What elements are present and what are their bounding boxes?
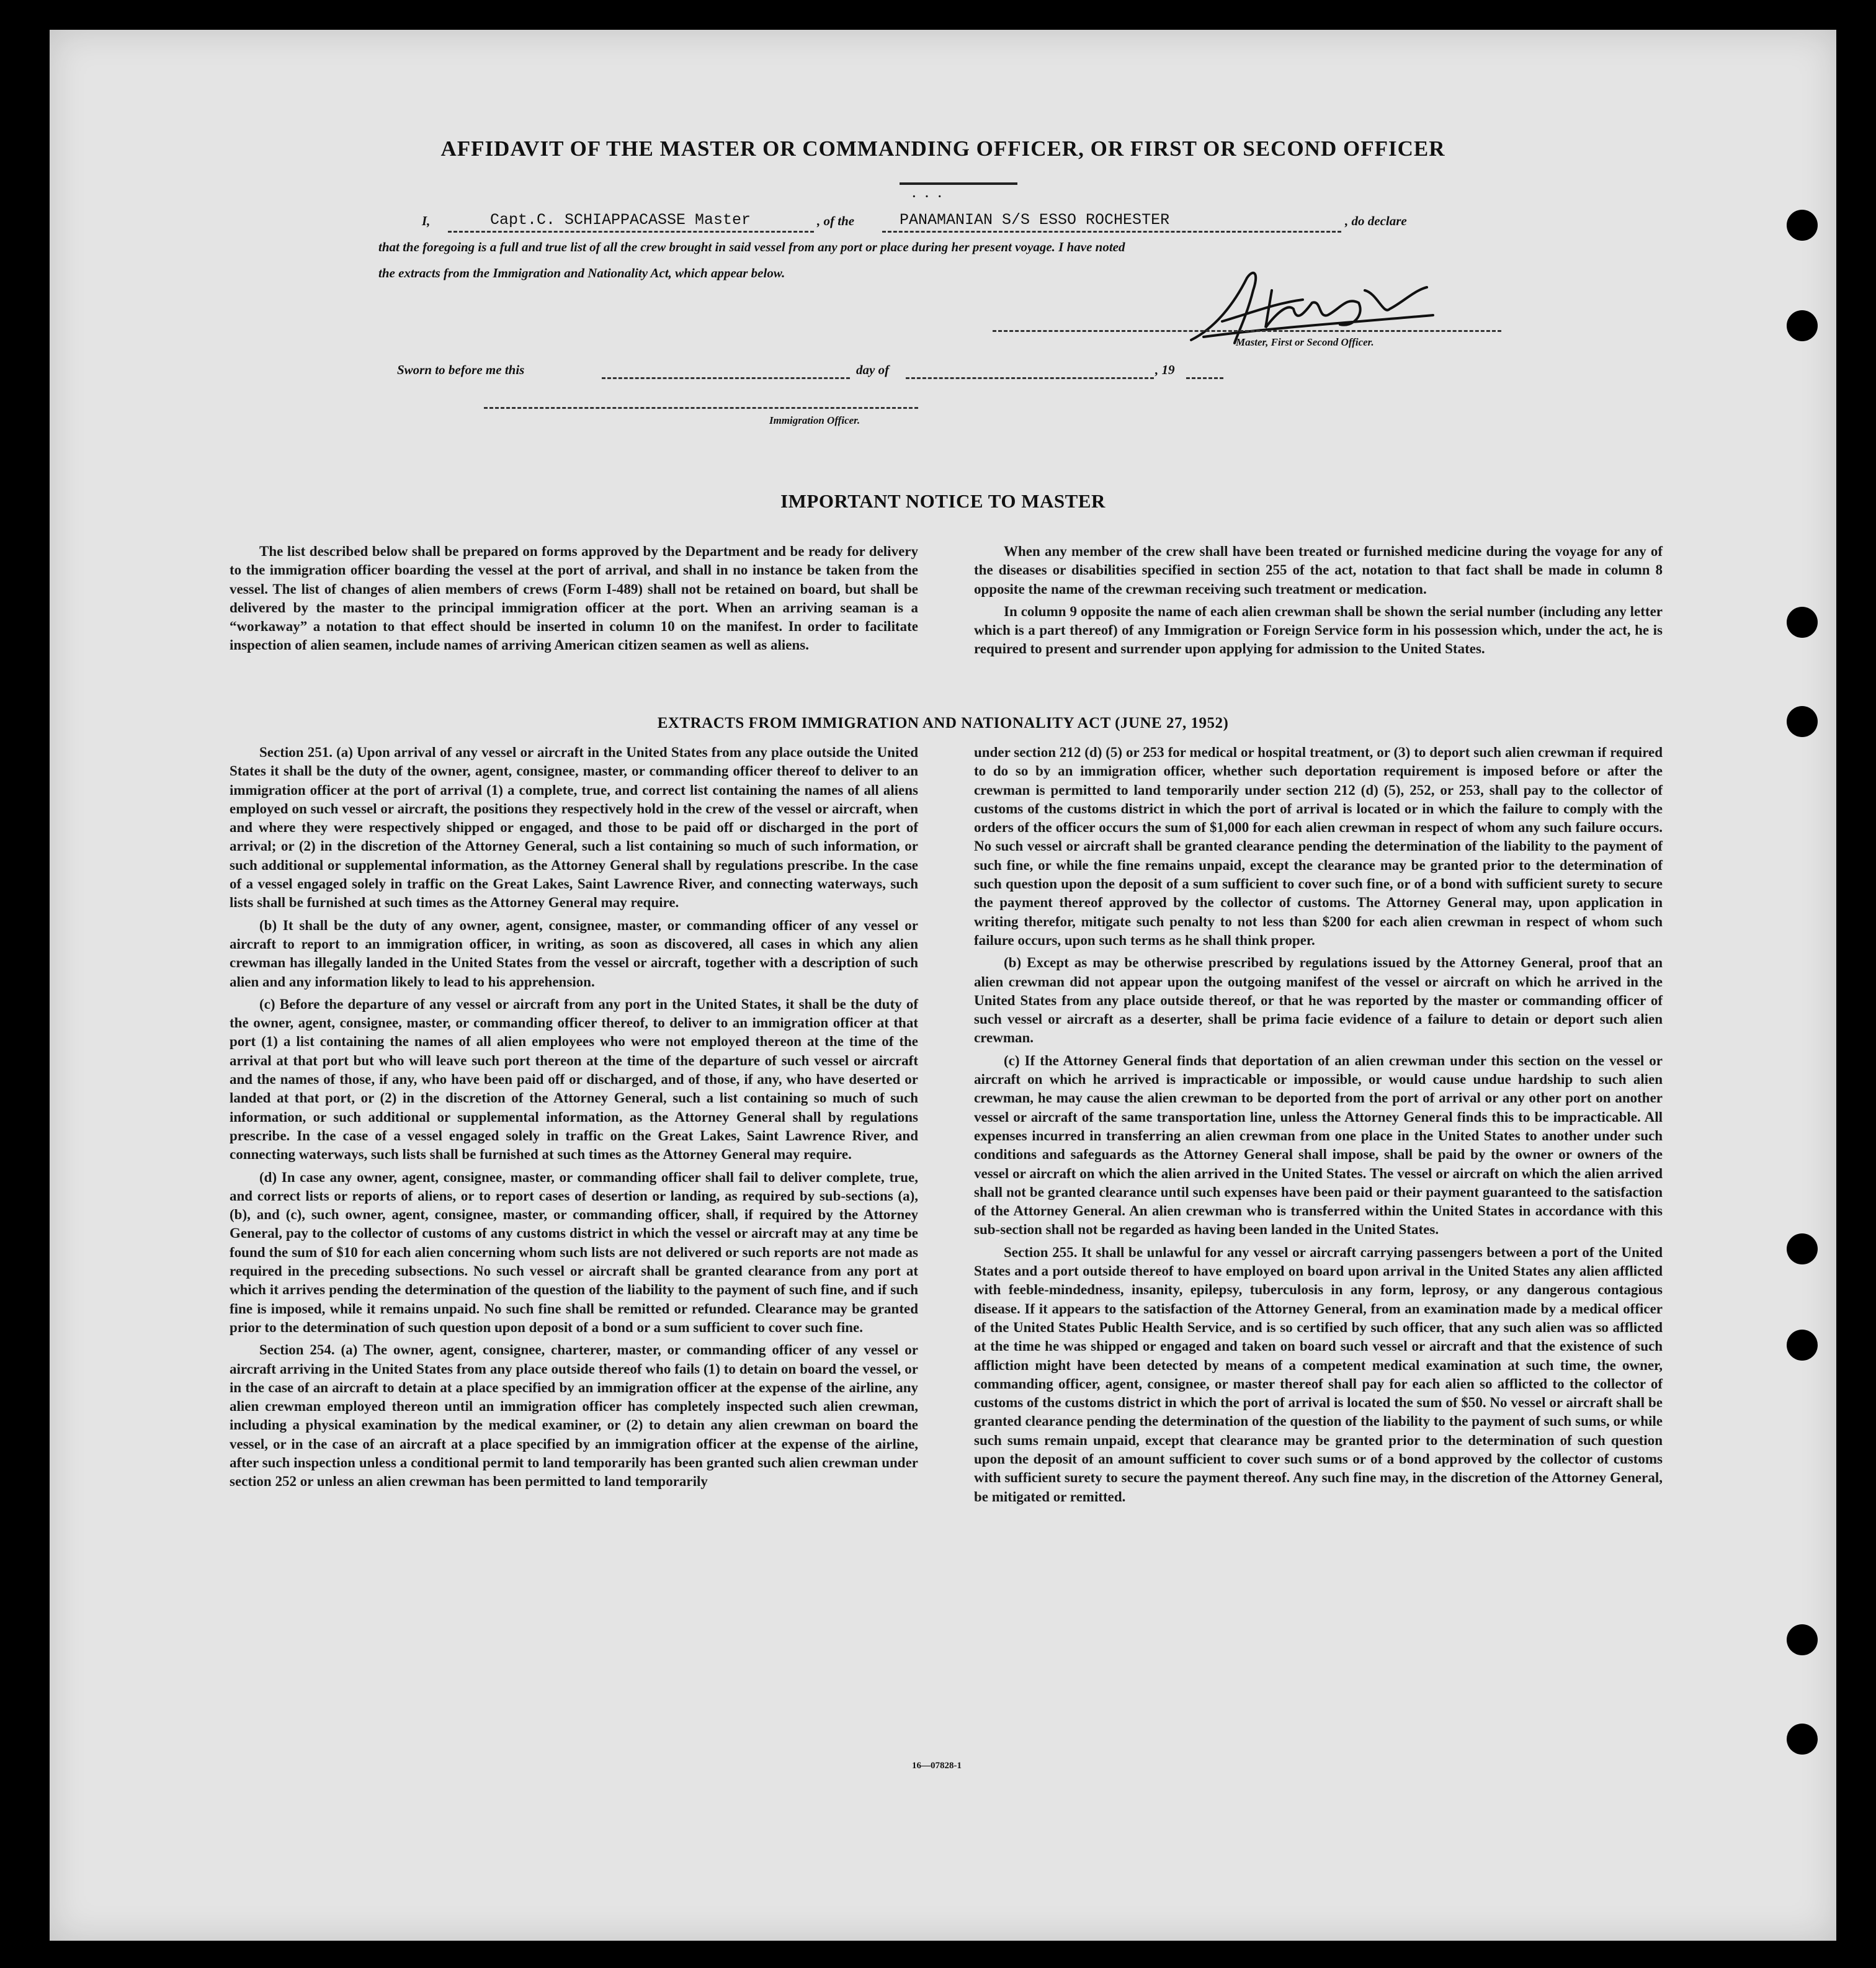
notice-left-column bbox=[230, 542, 918, 659]
section-251-d: (d) In case any owner, agent, consignee, master, or commanding officer shall fail to deliver complete, true, and correct lists or reports of aliens, or to report cases of desertion or landing, as required by sub-sections (a), (b), and (c), such owner, agent, consignee, master, or commanding officer, shall, if required by the Attorney General, pay to the collector of customs of any customs district in which the vessel or aircraft may at any time be found the sum of $10 for each alien concerning whom such lists are not delivered or such reports are not made as required in the preceding subsections. No such vessel or aircraft shall be granted clearance from any port at which it arrives pending the determination of the question of the liability to the payment of such fine, and if such fine is imposed, while it remains unpaid. No such fine shall be remitted or refunded. Clearance may be granted prior to the determination of such question upon deposit of a bond or a sum sufficient to cover such fine. bbox=[230, 1169, 918, 1335]
sworn-month-blank bbox=[906, 377, 1154, 379]
notice-title: IMPORTANT NOTICE TO MASTER bbox=[780, 490, 1106, 512]
punch-hole bbox=[1787, 1330, 1818, 1361]
master-name: Capt.C. SCHIAPPACASSE bbox=[490, 211, 686, 229]
section-255: Section 255. It shall be unlawful for any vessel or aircraft carrying passengers between a port of the United States and a port outside thereof to have employed on board upon arrival in the United States any alien afflicted with feeble-mindedness, insanity, epilepsy, tuberculosis in any form, leprosy, or any dangerous contagious disease. If it appears to the satisfaction of the Attorney General, from an examination made by a medical officer of the United States Public Health Service, and is so certified by such officer, that any such alien was so afflicted at the time he was shipped or engaged and taken on board such vessel or aircraft and that the existence of such affliction might have been detected by means of a competent medical examination at such time, the owner, commanding officer, agent, consignee, or master thereof shall pay for each alien so afflicted to the collector of customs of the customs district in which the port of arrival is located the sum of $50. No vessel or aircraft shall be granted clearance pending the determination of the question of the liability to the payment of such sums, or while such sums remain unpaid, except that clearance may be granted prior to the determination of such question upon the deposit of an amount sufficient to cover such sums or of a bond approved by the collector of customs with sufficient surety to secure the payment thereof. Any such fine may, in the discretion of the Attorney General, be mitigated or remitted. bbox=[974, 1244, 1663, 1505]
notice-right-paragraph-2: In column 9 opposite the name of each alien crewman shall be shown the serial number (including any letter which is a part thereof) of any Immigration or Foreign Service form in his possession which, under the act, he is required to present and surrender upon applying for admission to the United States. bbox=[974, 603, 1663, 657]
sworn-year-blank bbox=[1186, 377, 1223, 379]
extracts-right-column bbox=[974, 743, 1663, 1510]
of-the-label: , of the bbox=[817, 213, 855, 228]
section-251-a: Section 251. (a) Upon arrival of any vessel or aircraft in the United States from any place outside the United States it shall be the duty of the owner, agent, consignee, master, or commanding officer thereof to deliver to an immigration officer at the port of arrival (1) a complete, true, and correct list containing the names of all aliens employed on such vessel or aircraft, the positions they respectively hold in the crew of the vessel or aircraft, when and where they were respectively shipped or engaged, and those to be paid off or discharged in the port of arrival; or (2) in the discretion of the Attorney General, such a list containing so much of such information, or such additional or supplemental information, as the Attorney General shall by regulations prescribe. In the case of a vessel engaged solely in traffic on the Great Lakes, Saint Lawrence River, and connecting waterways, such lists shall be furnished at such times as the Attorney General may require. bbox=[230, 745, 918, 911]
do-declare-label: , do declare bbox=[1345, 213, 1407, 228]
officer-caption: Immigration Officer. bbox=[769, 414, 860, 426]
declaration-line-3: the extracts from the Immigration and Nationality Act, which appear below. bbox=[378, 266, 785, 280]
day-of-label: day of bbox=[856, 362, 890, 377]
signature-caption: Master, First or Second Officer. bbox=[1236, 336, 1374, 348]
section-254-b: (b) Except as may be otherwise prescribed by regulations issued by the Attorney General, proof that an alien crewman did not appear upon the outgoing manifest of the vessel or aircraft on which he arrived in the United States from any place outside thereof, or that he was reported by the master or commanding officer of such vessel or aircraft as a deserter, shall be prima facie evidence of a failure to detain or deport such alien crewman. bbox=[974, 955, 1663, 1046]
notice-right-paragraph-1: When any member of the crew shall have been treated or furnished medicine during the voyage for any of the diseases or disabilities specified in section 255 of the act, notation to that fact shall be made in column 8 opposite the name of the crewman receiving such treatment or medication. bbox=[974, 543, 1663, 597]
punch-hole bbox=[1787, 1233, 1818, 1264]
officer-signature-line bbox=[484, 407, 918, 409]
declaration-line-1 bbox=[422, 213, 1663, 238]
section-251-b: (b) It shall be the duty of any owner, agent, consignee, master, or commanding officer of any vessel or aircraft to report to an immigration officer, in writing, as soon as discovered, all cases in which any alien crewman has illegally landed in the United States from the vessel or aircraft, together with a description of such alien and any information likely to lead to his apprehension. bbox=[230, 917, 918, 990]
extracts-left-column bbox=[230, 743, 918, 1495]
notice-left-paragraph: The list described below shall be prepared on forms approved by the Department and be ready for delivery to the immigration officer boarding the vessel at the port of arrival, and shall in no instance be taken from the vessel. The list of changes of alien members of crews (Form I-489) shall not be retained on board, but shall be delivered by the master to the principal immigration officer at the port. When an arriving seaman is a “workaway” a notation to that effect should be inserted in column 10 on the manifest. In order to facilitate inspection of alien seamen, include names of arriving American citizen seamen as well as aliens. bbox=[230, 543, 918, 653]
extracts-title: EXTRACTS FROM IMMIGRATION AND NATIONALITY ACT (JUNE 27, 1952) bbox=[657, 715, 1229, 731]
master-rank: Master bbox=[695, 211, 751, 229]
punch-hole bbox=[1787, 607, 1818, 638]
declaration-line-2: that the foregoing is a full and true list of all the crew brought in said vessel from any port or place during her present voyage. I have noted bbox=[378, 239, 1125, 254]
punch-hole bbox=[1787, 1724, 1818, 1755]
name-underline bbox=[448, 231, 814, 233]
year-prefix: , 19 bbox=[1155, 362, 1175, 377]
affidavit-title: AFFIDAVIT OF THE MASTER OR COMMANDING OFFICER, OR FIRST OR SECOND OFFICER bbox=[440, 136, 1445, 161]
vessel-underline bbox=[882, 231, 1341, 233]
pronoun: I, bbox=[422, 213, 431, 228]
title-divider bbox=[900, 182, 1017, 185]
punch-hole bbox=[1787, 706, 1818, 737]
signature-line bbox=[993, 330, 1501, 332]
sworn-line bbox=[397, 362, 1328, 387]
section-254-c: (c) If the Attorney General finds that deportation of an alien crewman under this section on the vessel or aircraft on which he arrived is impracticable or impossible, or would cause undue hardship to such alien crewman, he may cause the alien crewman to be deported from the port of arrival or any other port on another vessel or aircraft of the same transportation line, unless the Attorney General finds this to be impracticable. All expenses incurred in transferring an alien crewman from one place in the United States to another under such conditions and safeguards as the Attorney General shall impose, shall be paid by the owner or owners of the vessel or aircraft on which the alien arrived in the United States. The vessel or aircraft on which the alien arrived shall not be granted clearance until such expenses have been paid or their payment guaranteed to the satisfaction of the Attorney General. An alien crewman who is transferred within the United States in accordance with this sub-section shall not be regarded as having been landed in the United States. bbox=[974, 1052, 1663, 1238]
sworn-label: Sworn to before me this bbox=[397, 362, 525, 377]
sworn-day-blank bbox=[602, 377, 850, 379]
section-254-a: Section 254. (a) The owner, agent, consignee, charterer, master, or commanding officer of any vessel or aircraft arriving in the United States from any place outside thereof who fails (1) to detain on board the vessel, or in the case of an aircraft to detain at a place specified by an immigration officer at the expense of the airline, any alien crewman employed thereon until an immigration officer has completely inspected such alien crewman, including a physical examination by the medical examiner, or (2) to detain any alien crewman on board the vessel, or in the case of an aircraft at a place specified by an immigration officer at the expense of the airline, after such inspection unless a conditional permit to land temporarily has been granted such alien crewman under section 252 or unless an alien crewman has been permitted to land temporarily bbox=[230, 1342, 918, 1490]
punch-hole bbox=[1787, 1624, 1818, 1655]
section-254-a-continued: under section 212 (d) (5) or 253 for medical or hospital treatment, or (3) to deport such alien crewman if required to do so by an immigration officer, whether such deportation requirement is imposed before or after the crewman is permitted to land temporarily under section 212 (d) (5), 252, or 253, shall pay to the collector of customs of the customs district in which the port of arrival is located or in which the failure to comply with the orders of the officer occurs the sum of $1,000 for each alien crewman in respect of whom any such failure occurs. No such vessel or aircraft shall be granted clearance pending the determination of the liability to the payment of such fine, or while the fine remains unpaid, except the clearance may be granted prior to the determination of such question upon the deposit of a sum sufficient to cover such fine, or of a bond with sufficient surety to secure the payment thereof approved by the collector of customs. The Attorney General may, upon application in writing therefor, mitigate such penalty to not less than $200 for each alien crewman in respect of whom such failure occurs, upon such terms as he shall think proper. bbox=[974, 745, 1663, 948]
punch-hole bbox=[1787, 210, 1818, 241]
vessel-name: PANAMANIAN S/S ESSO ROCHESTER bbox=[900, 211, 1170, 229]
section-251-c: (c) Before the departure of any vessel or aircraft from any port in the United States, it shall be the duty of the owner, agent, consignee, master, or commanding officer thereof, to deliver to an immigration officer at that port (1) a list containing the names of all alien employees who were not employed thereon at the time of the arrival at that port but who will leave such port thereon at the time of the departure of such vessel or aircraft and the names of those, if any, who have been paid off or discharged, and of those, if any, who have deserted or landed at that port, or (2) in the discretion of the Attorney General, such a list containing so much of such information, or such additional or supplemental information, as the Attorney General shall by regulations prescribe. In the case of a vessel engaged solely in traffic on the Great Lakes, Saint Lawrence River, and connecting waterways, such lists shall be furnished at such times as the Attorney General may require. bbox=[230, 996, 918, 1163]
notice-right-column bbox=[974, 542, 1663, 663]
form-code: 16—07828-1 bbox=[912, 1761, 962, 1771]
ornament: ··· bbox=[912, 190, 951, 204]
punch-hole bbox=[1787, 310, 1818, 341]
document-page bbox=[50, 30, 1836, 1941]
